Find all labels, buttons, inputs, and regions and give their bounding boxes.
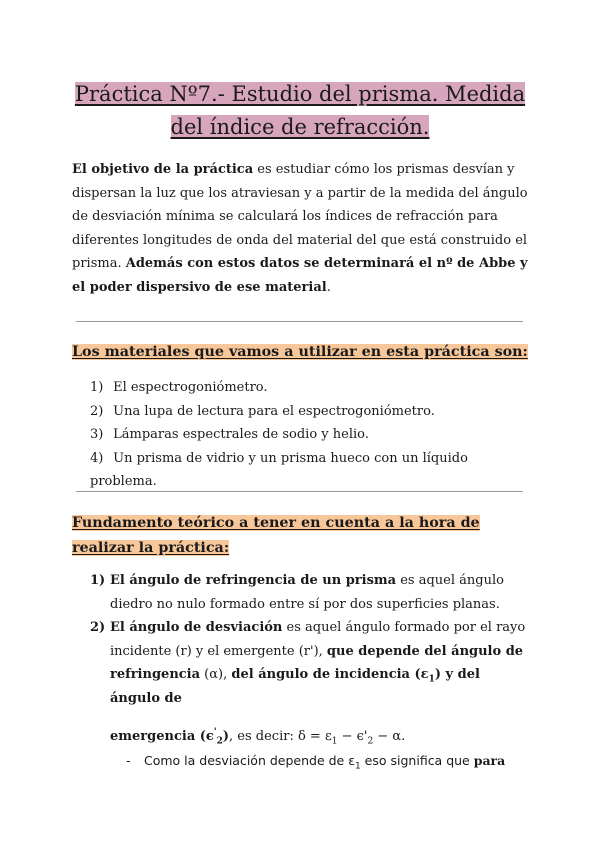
sub-subscript: 1	[354, 761, 361, 771]
title-line-1: Práctica Nº7.- Estudio del prisma. Medida	[74, 82, 526, 106]
materials-heading	[72, 340, 532, 365]
sub-text-2: eso significa que	[360, 752, 474, 768]
intro-text: es estudiar cómo los prismas desvían y dispersan la luz que los atraviesan y a partir de la medida del ángulo de desviación mínima se calculará los índices de refracción para diferentes longitudes de onda del material del que está construido el prisma	[72, 162, 528, 271]
list-item-number: 2)	[90, 403, 104, 419]
epsilon2-open: (ϵ	[195, 729, 214, 744]
divider-2	[76, 491, 523, 492]
list-item	[90, 447, 530, 494]
intro-bold-end: Además con estos datos se determinará el nº de Abbe y el poder dispersivo de ese material	[72, 256, 528, 295]
dash-bullet: -	[126, 752, 131, 768]
formula-sub-2: 2	[367, 736, 374, 747]
intro-period-end: .	[326, 279, 331, 295]
list-item	[90, 569, 530, 616]
list-item-text: Un prisma de vidrio y un prisma hueco con un líquido problema.	[90, 450, 468, 489]
list-item-number: 4)	[90, 450, 104, 466]
fundamento-heading-text: Fundamento teórico a tener en cuenta a la hora de realizar la práctica:	[72, 515, 480, 556]
epsilon2-close: )	[222, 729, 230, 744]
formula-end: − α.	[373, 729, 406, 744]
item1-bold: El ángulo de refringencia de un prisma	[110, 573, 397, 588]
list-item-number: 2)	[90, 620, 106, 635]
list-item	[90, 616, 530, 749]
epsilon1-close: )	[434, 667, 446, 682]
fundamento-heading	[72, 511, 532, 561]
list-item	[90, 376, 530, 400]
list-item-text: El espectrogoniómetro.	[113, 380, 268, 395]
epsilon1-open: (ε	[409, 667, 429, 682]
item2-bold-4: y del ángulo de	[110, 667, 480, 706]
item2-bold: El ángulo de desviación	[110, 620, 283, 635]
formula-prefix: , es decir: δ = ε	[229, 729, 332, 744]
page-title	[40, 78, 560, 144]
formula-mid: − ϵ'	[337, 729, 368, 744]
item2-text: es aquel ángulo formado por el rayo incidente (r) y el emergente (r'),	[110, 620, 526, 659]
item2-bold-3: del ángulo de incidencia	[231, 667, 410, 682]
epsilon2-prime: '	[213, 727, 217, 738]
list-item-number: 1)	[90, 573, 106, 588]
title-line-2: del índice de refracción.	[170, 115, 430, 139]
fundamento-list	[90, 569, 530, 772]
alpha-symbol: (α),	[200, 667, 232, 682]
formula-sub-1: 1	[331, 736, 338, 747]
epsilon1-subscript: 1	[428, 674, 435, 685]
intro-paragraph	[72, 158, 532, 299]
list-item	[90, 423, 530, 447]
list-item-number: 3)	[90, 427, 104, 442]
item2-bold-5: emergencia	[110, 729, 196, 744]
list-item	[90, 400, 530, 424]
epsilon2-subscript: 2	[216, 736, 223, 747]
item2-bold-2: que depende del ángulo de refringencia	[110, 643, 524, 682]
materials-list	[90, 376, 530, 494]
item2-formula-line	[110, 725, 530, 749]
intro-period: .	[117, 256, 122, 271]
item2-body	[110, 620, 525, 706]
sub-list-item	[126, 749, 530, 773]
divider-1	[76, 321, 523, 322]
sub-text-1: Como la desviación depende de ε	[144, 752, 355, 768]
item1-text: es aquel ángulo diedro no nulo formado entre sí por dos superficies planas.	[110, 573, 504, 612]
intro-bold-start: El objetivo de la práctica	[72, 162, 254, 177]
list-item-text: Lámparas espectrales de sodio y helio.	[113, 427, 369, 442]
sub-bold: para	[473, 752, 506, 768]
list-item-number: 1)	[90, 380, 104, 395]
list-item-text: Una lupa de lectura para el espectrogoniómetro.	[113, 403, 435, 419]
materials-heading-text: Los materiales que vamos a utilizar en esta práctica son:	[72, 344, 528, 360]
